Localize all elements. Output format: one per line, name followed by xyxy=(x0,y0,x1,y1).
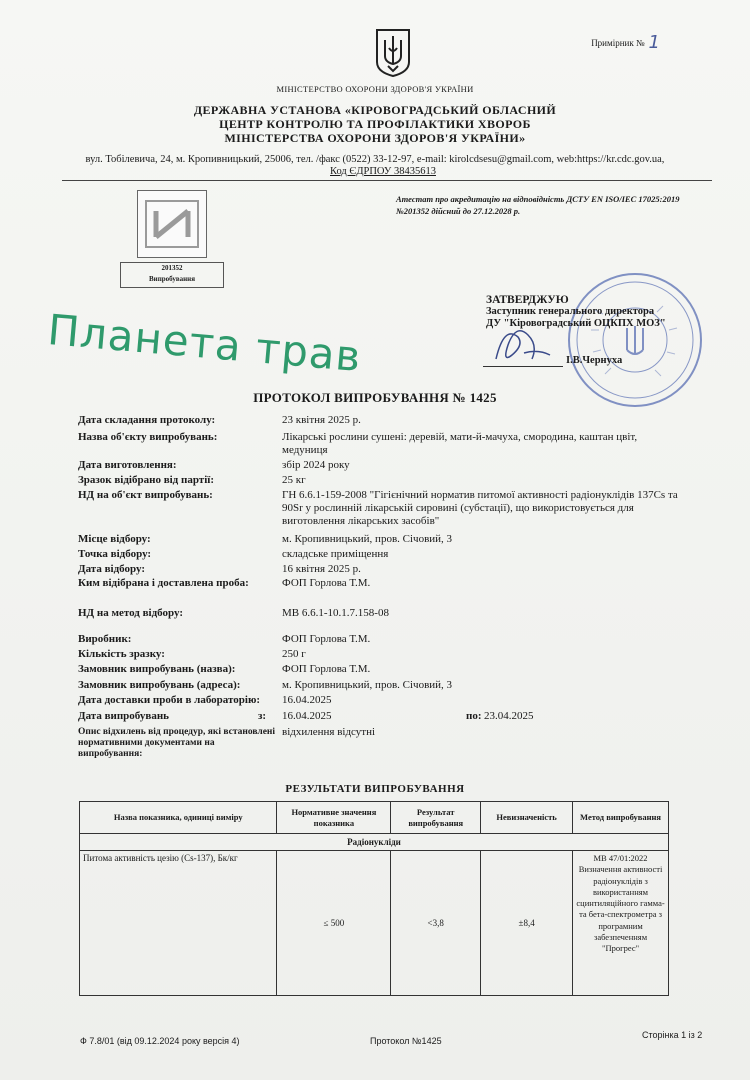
copy-number-label: Примірник № xyxy=(591,38,645,48)
org-name-line-2: ЦЕНТР КОНТРОЛЮ ТА ПРОФІЛАКТИКИ ХВОРОБ xyxy=(219,117,531,131)
approval-signer: І.В.Чернуха xyxy=(566,355,623,366)
footer-form: Ф 7.8/01 (від 09.12.2024 року версія 4) xyxy=(80,1036,240,1046)
field-value-sampling-method: МВ 6.6.1-10.1.7.158-08 xyxy=(282,607,389,619)
header-method: Метод випробування xyxy=(573,802,669,834)
field-value-customer-address: м. Кропивницький, пров. Січовий, 3 xyxy=(282,679,453,691)
field-value-test-date-to: 23.04.2025 xyxy=(484,710,534,722)
field-label-manufacture-date: Дата виготовлення: xyxy=(78,459,177,471)
org-address: вул. Тобілевича, 24, м. Кропивницький, 25006, тел. /факс (0522) 33-12-97, e-mail: kirolcdsesu@gmail.com, web:https://kr.cdc.gov.ua, xyxy=(85,154,665,165)
test-date-from-label: з: xyxy=(258,710,267,722)
field-label-sampled-by: Ким відібрана і доставлена проба: xyxy=(78,577,249,589)
cell-result: <3,8 xyxy=(391,851,481,996)
org-name-line-1: ДЕРЖАВНА УСТАНОВА «КІРОВОГРАДСЬКИЙ ОБЛАСНИЙ xyxy=(193,103,557,117)
cell-indicator: Питома активність цезію (Cs-137), Бк/кг xyxy=(80,851,277,996)
field-value-object-standard: ГН 6.6.1-159-2008 "Гігієнічний норматив питомої активності радіонуклідів 137Cs та 90Sr у рослинній лікарській сировині (субстації), що використовується для виготовлення лікарських засобів" xyxy=(282,489,678,527)
field-label-customer-address: Замовник випробувань (адреса): xyxy=(78,679,241,691)
signature-line xyxy=(483,366,563,367)
org-edrpou: Код ЄДРПОУ 38435613 xyxy=(330,166,436,177)
accreditation-text xyxy=(396,193,706,217)
field-value-sampled-by: ФОП Горлова Т.М. xyxy=(282,577,371,589)
field-label-sample-quantity: Кількість зразку: xyxy=(78,648,165,660)
accreditation-label: Випробування xyxy=(149,275,195,283)
accreditation-logo-icon xyxy=(137,190,207,258)
results-section-row xyxy=(80,834,669,851)
footer-protocol: Протокол №1425 xyxy=(370,1036,442,1046)
cell-uncertainty: ±8,4 xyxy=(481,851,573,996)
protocol-title: ПРОТОКОЛ ВИПРОБУВАННЯ № 1425 xyxy=(253,390,497,405)
section-radionuclides: Радіонукліди xyxy=(80,834,669,851)
field-label-sampling-date: Дата відбору: xyxy=(78,563,145,575)
field-label-sampling-method: НД на метод відбору: xyxy=(78,607,183,619)
footer-page: Сторінка 1 із 2 xyxy=(642,1030,703,1040)
field-value-batch: 25 кг xyxy=(282,474,306,486)
header-divider xyxy=(62,180,712,181)
field-value-delivery-date: 16.04.2025 xyxy=(282,694,332,706)
ministry-small-title: МІНІСТЕРСТВО ОХОРОНИ ЗДОРОВ'Я УКРАЇНИ xyxy=(276,84,474,94)
field-value-test-date-from: 16.04.2025 xyxy=(282,710,332,722)
cell-method: МВ 47/01:2022 Визначення активності радіонуклідів з використанням сцинтиляційного гамма- та бета-спектрометра з програмним забезпеченням "Прогрес" xyxy=(573,851,669,996)
field-label-compiled-date: Дата складання протоколу: xyxy=(78,414,216,426)
field-label-batch: Зразок відібрано від партії: xyxy=(78,474,214,486)
accreditation-text-line-2: №201352 дійсний до 27.12.2028 р. xyxy=(396,206,521,216)
copy-number xyxy=(591,30,660,51)
field-value-manufacturer: ФОП Горлова Т.М. xyxy=(282,633,371,645)
field-value-sampling-place: м. Кропивницький, пров. Січовий, 3 xyxy=(282,533,453,545)
field-value-sampling-date: 16 квітня 2025 р. xyxy=(282,563,361,575)
cell-norm: ≤ 500 xyxy=(277,851,391,996)
accreditation-text-line-1: Атестат про акредитацію на відповідність ДСТУ EN ISO/IEC 17025:2019 xyxy=(396,194,680,204)
field-value-sample-quantity: 250 г xyxy=(282,648,306,660)
accreditation-box xyxy=(120,262,224,288)
accreditation-number: 201352 xyxy=(161,264,183,272)
coat-of-arms-icon xyxy=(375,28,411,78)
header-uncertainty: Невизначеність xyxy=(481,802,573,834)
approval-title: ЗАТВЕРДЖУЮ xyxy=(486,294,569,306)
signature-icon xyxy=(488,315,558,370)
field-value-customer-name: ФОП Горлова Т.М. xyxy=(282,663,371,675)
field-label-delivery-date: Дата доставки проби в лабораторію: xyxy=(78,694,261,706)
field-label-manufacturer: Виробник: xyxy=(78,633,132,645)
watermark-text: Планета трав xyxy=(45,305,364,382)
results-table xyxy=(79,801,669,996)
field-label-object-standard: НД на об'єкт випробувань: xyxy=(78,489,213,501)
field-label-customer-name: Замовник випробувань (назва): xyxy=(78,663,236,675)
header-indicator: Назва показника, одиниці виміру xyxy=(80,802,277,834)
field-label-sampling-place: Місце відбору: xyxy=(78,533,151,545)
field-label-object-name: Назва об'єкту випробувань: xyxy=(78,431,218,443)
approval-organization: ДУ "Кіровоградський ОЦКПХ МОЗ" xyxy=(486,318,666,329)
test-date-to-label: по: xyxy=(466,710,482,722)
field-value-manufacture-date: збір 2024 року xyxy=(282,459,350,471)
results-header-row xyxy=(80,802,669,834)
org-name-line-3: МІНІСТЕРСТВА ОХОРОНИ ЗДОРОВ'Я УКРАЇНИ» xyxy=(224,131,526,145)
official-stamp-icon xyxy=(565,270,705,410)
table-row xyxy=(80,851,669,996)
approval-position: Заступник генерального директора xyxy=(486,306,655,317)
field-value-deviations: відхилення відсутні xyxy=(282,726,376,738)
header-result: Результат випробування xyxy=(391,802,481,834)
field-value-sampling-point: складське приміщення xyxy=(282,548,389,560)
field-value-object-name: Лікарські рослини сушені: деревій, мати-й-мачуха, смородина, каштан цвіт, медуниця xyxy=(282,431,638,456)
copy-number-value: 1 xyxy=(648,32,660,53)
field-label-deviations: Опис відхилень від процедур, які встановлені нормативними документами на випробування: xyxy=(78,727,276,759)
field-label-sampling-point: Точка відбору: xyxy=(78,548,152,560)
field-label-test-date: Дата випробувань xyxy=(78,710,169,722)
header-norm: Нормативне значення показника xyxy=(277,802,391,834)
results-title: РЕЗУЛЬТАТИ ВИПРОБУВАННЯ xyxy=(285,783,465,795)
field-value-compiled-date: 23 квітня 2025 р. xyxy=(282,414,361,426)
